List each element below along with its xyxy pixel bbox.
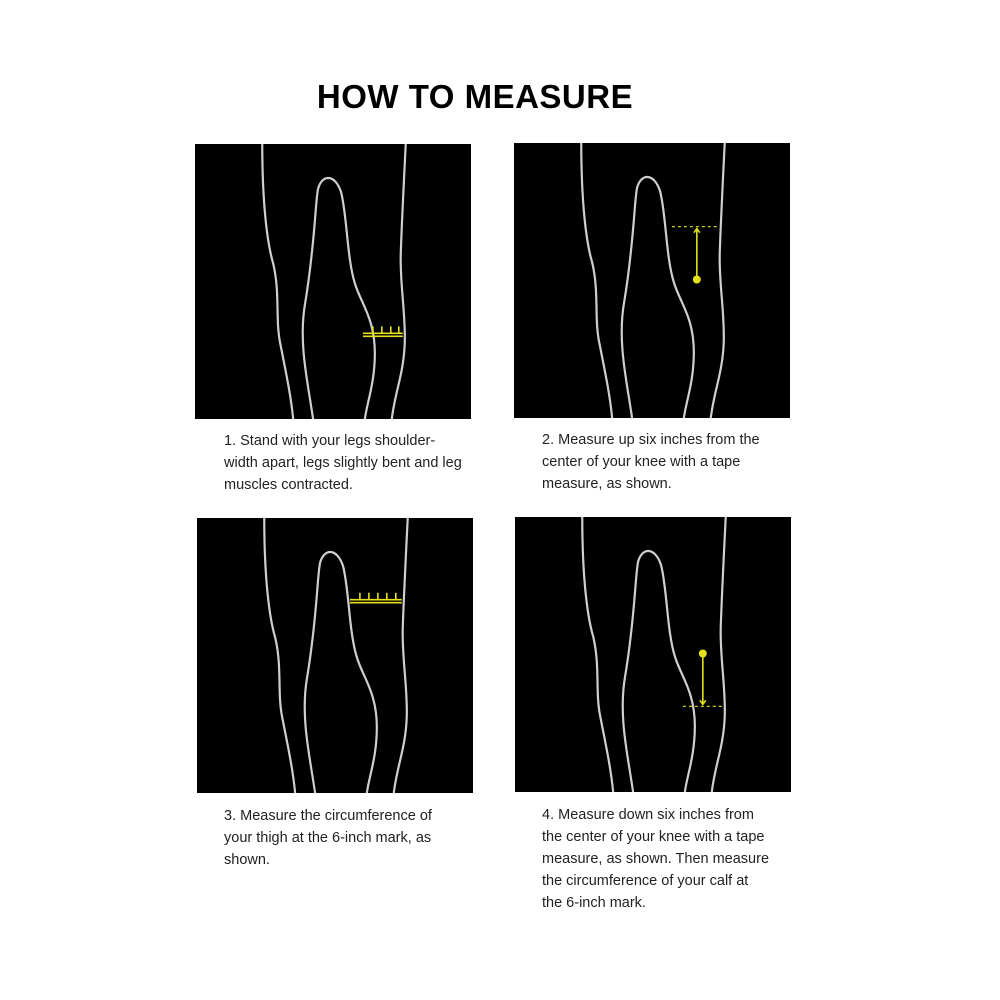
inner-leg-outline: [305, 552, 377, 793]
left-leg-outer-outline: [581, 143, 612, 418]
legs-illustration: [515, 517, 791, 792]
legs-illustration: [195, 144, 471, 419]
step-2-caption: 2. Measure up six inches from the center of your knee with a tape measure, as shown.: [542, 432, 760, 492]
left-leg-outer-outline: [262, 144, 293, 419]
tape-measure: [350, 593, 402, 603]
step-4-caption: 4. Measure down six inches from the center of your knee with a tape measure, as shown. Then measure the circumference of your calf at the 6-inch mark.: [542, 807, 770, 911]
page-title: HOW TO MEASURE: [316, 78, 634, 115]
step-3-illustration: [197, 518, 473, 793]
right-leg-outer-outline: [394, 518, 408, 793]
legs-illustration: [197, 518, 473, 793]
step-1-illustration: [195, 144, 471, 419]
inner-leg-outline: [623, 551, 695, 792]
left-leg-outer-outline: [582, 517, 613, 792]
inner-leg-outline: [622, 177, 694, 418]
step-4-illustration: [515, 517, 791, 792]
tape-measure: [672, 227, 718, 284]
right-leg-outer-outline: [712, 517, 726, 792]
tape-measure: [363, 326, 403, 336]
right-leg-outer-outline: [392, 144, 406, 419]
tape-measure: [683, 650, 723, 707]
inner-leg-outline: [303, 178, 375, 419]
step-1-caption: 1. Stand with your legs shoulder-width apart, legs slightly bent and leg muscles contracted.: [224, 433, 462, 493]
right-leg-outer-outline: [711, 143, 725, 418]
legs-illustration: [514, 143, 790, 418]
knee-center-dot: [699, 650, 707, 658]
step-2-illustration: [514, 143, 790, 418]
step-3-caption: 3. Measure the circumference of your thigh at the 6-inch mark, as shown.: [224, 808, 432, 868]
left-leg-outer-outline: [264, 518, 295, 793]
knee-center-dot: [693, 276, 701, 284]
